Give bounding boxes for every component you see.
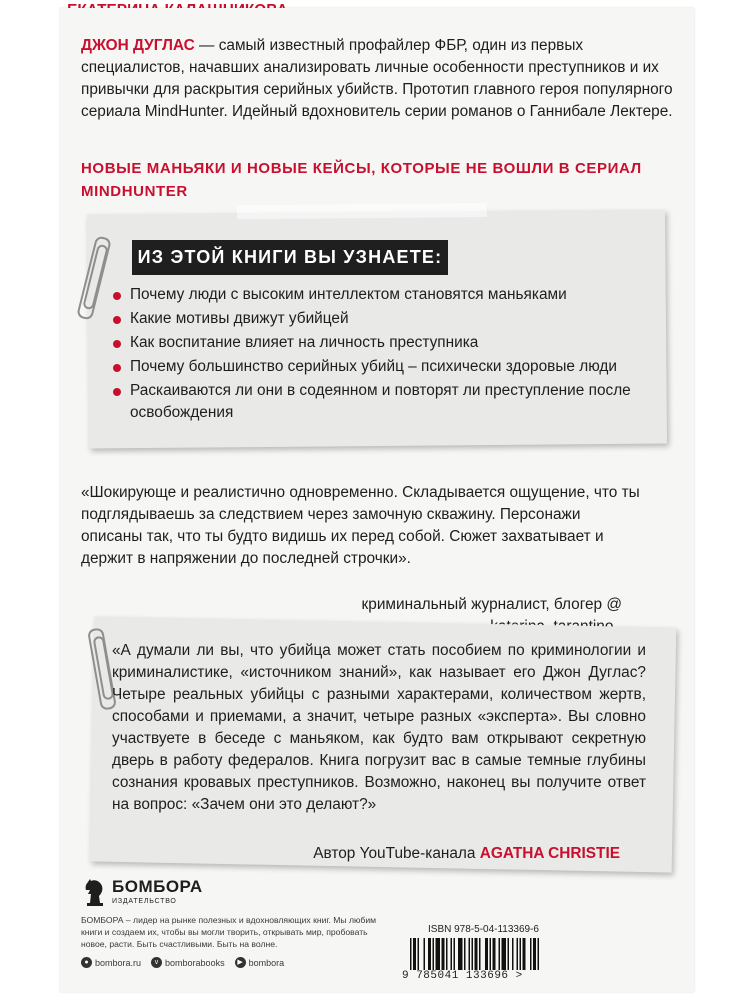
barcode-bar bbox=[520, 938, 522, 970]
tagline: НОВЫЕ МАНЬЯКИ И НОВЫЕ КЕЙСЫ, КОТОРЫЕ НЕ ВОШЛИ В СЕРИАЛ MINDHUNTER bbox=[81, 160, 642, 200]
barcode-bar bbox=[436, 938, 441, 970]
quote-author-channel: AGATHA CHRISTIE bbox=[479, 845, 620, 862]
barcode-bar bbox=[433, 938, 435, 970]
social-link[interactable] bbox=[235, 957, 285, 968]
learn-list-item: Почему большинство серийных убийц – психически здоровые люди bbox=[112, 356, 652, 378]
learn-list-item: Раскаиваются ли они в содеянном и повторят ли преступление после освобождения bbox=[112, 380, 652, 424]
barcode-bar bbox=[538, 938, 540, 970]
author-bio-text: — самый известный профайлер ФБР, один из первых специалистов, начавших анализировать личные особенности преступников и их привычки для раскрытия серийных убийств. Прототип главного героя популярного сериала MindHunter. Идейный вдохновитель серии романов о Ганнибале Лектере. bbox=[81, 37, 673, 120]
social-links bbox=[81, 957, 284, 968]
learn-list bbox=[112, 284, 652, 426]
isbn-label: ISBN 978-5-04-113369-6 bbox=[428, 924, 539, 935]
publisher-logo-sub: ИЗДАТЕЛЬСТВО bbox=[112, 898, 177, 905]
learn-list-item: Какие мотивы движут убийцей bbox=[112, 308, 652, 330]
quote-author-prefix: Автор YouTube-канала bbox=[313, 845, 480, 862]
barcode-bar bbox=[479, 938, 481, 970]
vk-icon: v bbox=[151, 957, 162, 968]
social-link-label: bombora bbox=[248, 957, 285, 968]
learn-list-item: Как воспитание влияет на личность преступника bbox=[112, 332, 652, 354]
barcode-bar bbox=[517, 938, 519, 970]
social-link-label: bombora.ru bbox=[95, 957, 142, 968]
barcode-bar bbox=[410, 938, 412, 970]
barcode-bar bbox=[424, 938, 426, 970]
quote-author-agatha bbox=[300, 843, 620, 865]
quote-agatha: «А думали ли вы, что убийца может стать пособием по криминологии и криминалистике, «источником знаний», как называет его Джон Дуглас? Четыре реальных убийцы с разными характерами, количеством жертв, способами и приемами, а значит, четыре разных «эксперта». Вы словно участвуете в беседе с маньяком, как будто вам открывают секретную дверь в работу федералов. Книга погрузит вас в самые темные глубины сознания кровавых преступников. Возможно, наконец вы получите ответ на вопрос: «Зачем они это делают?» bbox=[112, 642, 646, 813]
author-bio bbox=[81, 35, 676, 123]
barcode-bar bbox=[485, 938, 488, 970]
quote-author-role: криминальный журналист, блогер @ bbox=[361, 596, 622, 613]
chess-knight-icon bbox=[82, 878, 108, 908]
barcode-bar bbox=[533, 938, 536, 970]
barcode-bar bbox=[428, 938, 431, 970]
barcode-bar bbox=[442, 938, 445, 970]
barcode-bar bbox=[502, 938, 507, 970]
telegram-icon: ▶ bbox=[235, 957, 246, 968]
author-name: ДЖОН ДУГЛАС bbox=[81, 37, 195, 54]
barcode-bar bbox=[475, 938, 478, 970]
barcode-bar bbox=[458, 938, 463, 970]
barcode-bar bbox=[451, 938, 453, 970]
publisher-description: БОМБОРА – лидер на рынке полезных и вдохновляющих книг. Мы любим книги и создаем их, чтобы вы могли творить, открывать мир, пробовать новое, расти. Быть счастливыми. Быть на волне. bbox=[81, 915, 377, 949]
barcode-bar bbox=[469, 938, 471, 970]
tape-strip bbox=[237, 203, 487, 219]
barcode-bar bbox=[499, 938, 501, 970]
quote-kalashnikova: «Шокирующе и реалистично одновременно. Складывается ощущение, что ты подглядываешь за следствием через замочную скважину. Персонажи описаны так, что ты будто видишь их перед собой. Сюжет захватывает и держит в напряжении до последней строчки». bbox=[81, 484, 640, 567]
barcode-bar bbox=[454, 938, 456, 970]
barcode-bar bbox=[413, 938, 416, 970]
learn-heading: ИЗ ЭТОЙ КНИГИ ВЫ УЗНАЕТЕ: bbox=[132, 240, 448, 275]
barcode-bar bbox=[523, 938, 526, 970]
social-link[interactable] bbox=[81, 957, 141, 968]
barcode-bar bbox=[464, 938, 466, 970]
barcode-bar bbox=[418, 938, 420, 970]
publisher-logo-name: БОМБОРА bbox=[112, 877, 203, 896]
barcode-bar bbox=[508, 938, 510, 970]
barcode-digits: 9 785041 133696 > bbox=[402, 970, 523, 982]
barcode-bar bbox=[472, 938, 474, 970]
barcode-bar bbox=[530, 938, 532, 970]
social-link-label: bomborabooks bbox=[165, 957, 225, 968]
learn-list-item: Почему люди с высоким интеллектом становятся маньяками bbox=[112, 284, 652, 306]
barcode-bar bbox=[493, 938, 496, 970]
barcode-bar bbox=[512, 938, 514, 970]
barcode bbox=[410, 938, 632, 970]
social-link[interactable] bbox=[151, 957, 225, 968]
barcode-bar bbox=[446, 938, 448, 970]
web-icon: ● bbox=[81, 957, 92, 968]
barcode-bar bbox=[490, 938, 492, 970]
